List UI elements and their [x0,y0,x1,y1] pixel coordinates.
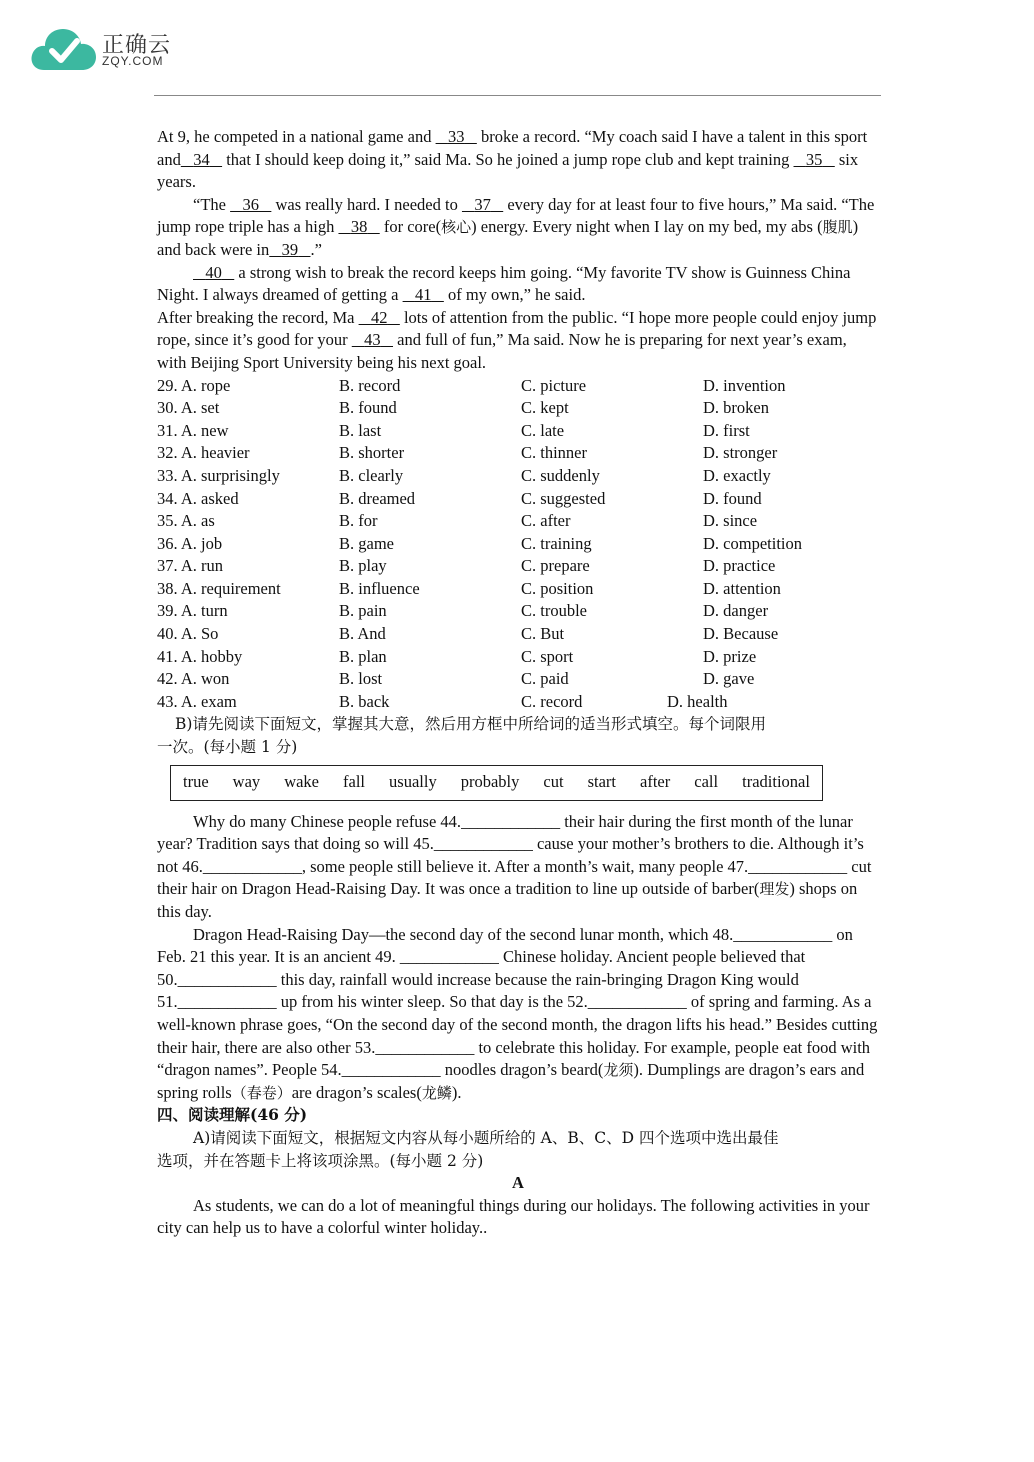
blank-42: 42 [370,307,388,327]
word-bank-item: call [694,772,719,792]
option-row: 37. A. run B. play C. prepare D. practice [157,556,776,576]
option-row: 42. A. won B. lost C. paid D. gave [157,669,755,689]
option-row: 33. A. surprisingly B. clearly C. suddenly D. exactly [157,465,771,485]
blank-43: 43 [364,330,381,350]
passage-a-paragraph: As students, we can do a lot of meaningful things during our holidays. The following activities in your city can help us to have a colorful winter holiday.. [157,1195,870,1238]
passage-paragraph: “The 36 was really hard. I needed to 37 every day for at least four to five hours,” Ma said. “The jump rope triple has a high 38 for core(核心) energy. Every night when I lay on my bed, my abs (腹肌) and back were in 39 .” [157,194,875,259]
section-4-instruction-cont: 选项，并在答题卡上将该项涂黑。(每小题 2 分) [157,1151,484,1170]
section-4-instruction: A)请阅读下面短文，根据短文内容从每小题所给的 A、B、C、D 四个选项中选出最佳 [193,1128,779,1147]
cloud-check-icon [30,24,98,74]
word-bank-item: usually [389,772,437,792]
passage-b-paragraph: Why do many Chinese people refuse 44.____________ their hair during the first month of the lunar year? Tradition says that doing so will 45.____________ cause your mother’s brothers to die. Although it’s not 46.____________, some people still believe it. After a month’s wait, many people 47.____________ cut their hair on Dragon Head-Raising Day. It was once a tradition to line up outside of barber(理发) shops on this day. [157,811,872,921]
word-bank-item: start [587,772,617,792]
passage-paragraph: After breaking the record, Ma 42 lots of attention from the public. “I hope more people could enjoy jump rope, since it’s good for your 43 and full of fun,” Ma said. Now he is preparing for next year’s exam, with Beijing Sport University being his next goal. [157,307,877,372]
word-bank-item: way [232,772,261,792]
document-body [157,126,879,1240]
blank-39: 39 [281,239,299,259]
blank-33: 33 [447,127,465,146]
option-row: 43. A. exam B. back C. record D. health [157,691,728,711]
option-row: 36. A. job B. game C. training D. competition [157,533,802,553]
section-b-instruction-cont: 一次。(每小题 1 分) [157,738,298,757]
option-row: 40. A. So B. And C. But D. Because [157,624,779,644]
word-bank-item: true [183,772,209,792]
word-bank-box [170,765,823,801]
word-bank-item: cut [543,772,564,792]
blank-36: 36 [242,194,259,214]
blank-38: 38 [350,217,368,237]
word-bank-item: traditional [742,772,810,792]
passage-paragraph: At 9, he competed in a national game and 33 broke a record. “My coach said I have a talent in this sport and 34 that I should keep doing it,” said Ma. So he joined a jump rope club and kept training 35 six years. [157,127,868,192]
brand-logo [30,24,180,74]
option-row: 34. A. asked B. dreamed C. suggested D. found [157,488,762,508]
passage-b-paragraph: Dragon Head-Raising Day—the second day of the second lunar month, which 48.____________ on Feb. 21 this year. It is an ancient 49. ____________ Chinese holiday. Ancient people believed that 50.____________ this day, rainfall would increase because the rain-bringing Dragon King would 51.____________ up from his winter sleep. So that day is the 52.____________ of spring and farming. As a well-known phrase goes, “On the second day of the second month, the dragon lifts his head.” Besides cutting their hair, there are also other 53.____________ to celebrate this holiday. For example, people eat food with “dragon names”. People 54.____________ noodles dragon’s beard(龙须). Dumplings are dragon’s ears and spring rolls（春卷）are dragon’s scales(龙鳞). [157,924,878,1102]
option-row: 32. A. heavier B. shorter C. thinner D. stronger [157,443,778,463]
blank-35: 35 [805,149,823,169]
word-bank-item: probably [460,772,520,792]
option-row: 31. A. new B. last C. late D. first [157,420,750,440]
brand-name-en: ZQY.COM [102,54,164,68]
option-row: 30. A. set B. found C. kept D. broken [157,398,769,418]
section-4-heading: 四、阅读理解(46 分) [157,1105,308,1125]
word-bank-item: wake [284,772,320,792]
passage-a-title: A [512,1173,524,1193]
header-divider [154,95,881,96]
blank-34: 34 [193,149,210,169]
word-bank-item: fall [343,772,366,792]
option-row: 29. A. rope B. record C. picture D. invention [157,375,786,395]
option-row: 39. A. turn B. pain C. trouble D. danger [157,601,769,621]
option-row: 38. A. requirement B. influence C. position D. attention [157,578,781,598]
options-list [157,375,879,714]
word-bank-item: after [640,772,671,792]
option-row: 35. A. as B. for C. after D. since [157,511,758,531]
option-row: 41. A. hobby B. plan C. sport D. prize [157,646,757,666]
blank-41: 41 [414,285,432,305]
blank-37: 37 [474,194,491,214]
passage-paragraph: 40 a strong wish to break the record keeps him going. “My favorite TV show is Guinness China Night. I always dreamed of getting a 41 of my own,” he said. [157,262,851,305]
brand-name-cn: 正确云 [102,33,172,58]
section-b-instruction: B)请先阅读下面短文，掌握其大意，然后用方框中所给词的适当形式填空。每个词限用 [175,715,766,734]
blank-40: 40 [205,262,222,282]
